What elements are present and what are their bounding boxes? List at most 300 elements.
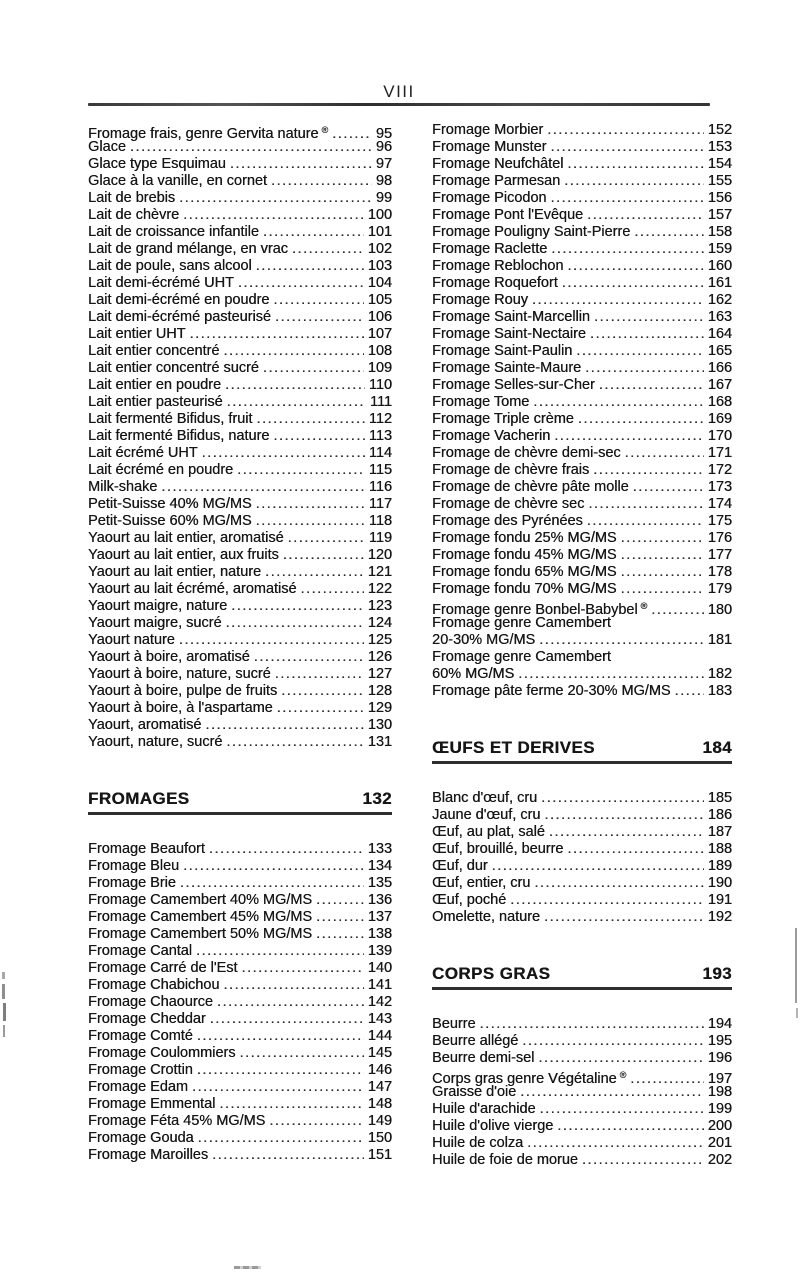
dot-leader xyxy=(196,943,364,960)
entry-label-text: Fromage Pont l'Evêque xyxy=(432,207,584,223)
dot-leader xyxy=(273,428,365,445)
dot-leader xyxy=(582,1152,704,1169)
entry-page-number: 150 xyxy=(367,1130,392,1146)
entry-label-text: Milk-shake xyxy=(88,479,158,495)
dot-leader xyxy=(241,960,363,977)
toc-entry xyxy=(88,632,392,649)
entry-label xyxy=(88,858,179,875)
entry-page-number: 108 xyxy=(367,343,392,359)
entry-page-number: 124 xyxy=(367,615,392,631)
entry-label xyxy=(88,977,219,994)
scan-artifact-left-margin xyxy=(3,1025,5,1037)
entry-page-number: 189 xyxy=(707,858,732,874)
entry-label xyxy=(88,411,252,428)
dot-leader xyxy=(539,632,704,649)
entry-page-number: 179 xyxy=(707,581,732,597)
entry-label-text: Fromage Parmesan xyxy=(432,173,561,189)
entry-label-text: Lait fermenté Bifidus, nature xyxy=(88,428,270,444)
entry-page-number: 181 xyxy=(707,632,732,648)
entry-label-text: Fromage Coulommiers xyxy=(88,1045,236,1061)
entry-page-number: 104 xyxy=(367,275,392,291)
dot-leader xyxy=(223,343,363,360)
dot-leader xyxy=(239,1045,363,1062)
entry-label-text: Graisse d'oie xyxy=(432,1084,517,1100)
toc-entry xyxy=(88,479,392,496)
entry-label-text: Yaourt nature xyxy=(88,632,175,648)
dot-leader xyxy=(550,190,703,207)
entry-page-number: 120 xyxy=(367,547,392,563)
toc-entry xyxy=(432,892,732,909)
dot-leader xyxy=(219,1096,363,1113)
entry-label xyxy=(88,649,250,666)
dot-leader xyxy=(230,156,372,173)
entry-label-text: Huile de colza xyxy=(432,1135,524,1151)
dot-leader xyxy=(554,428,704,445)
entry-label xyxy=(88,717,201,734)
entry-page-number: 137 xyxy=(367,909,392,925)
scan-artifact-left-margin xyxy=(2,984,5,999)
entry-page-number: 99 xyxy=(375,190,392,206)
dot-leader xyxy=(547,122,704,139)
entry-label xyxy=(88,960,237,977)
entry-label xyxy=(432,547,617,564)
entry-label-text: Yaourt maigre, sucré xyxy=(88,615,222,631)
entry-page-number: 119 xyxy=(368,530,392,546)
entry-label-text: Lait écrémé en poudre xyxy=(88,462,234,478)
entry-page-number: 100 xyxy=(367,207,392,223)
header-rule xyxy=(88,103,710,106)
entry-label-text: Lait demi-écrémé en poudre xyxy=(88,292,270,308)
toc-entry xyxy=(88,343,392,360)
entry-label-text: Lait demi-écrémé pasteurisé xyxy=(88,309,271,325)
entry-page-number: 177 xyxy=(707,547,732,563)
toc-entry xyxy=(88,241,392,258)
toc-entry xyxy=(432,394,732,411)
entry-label xyxy=(88,224,259,241)
scan-artifact-right-margin xyxy=(795,928,797,1003)
entry-label-text: Lait entier concentré sucré xyxy=(88,360,259,376)
toc-entry xyxy=(88,462,392,479)
entry-label xyxy=(432,530,617,547)
entry-label xyxy=(88,258,252,275)
dot-leader xyxy=(292,241,364,258)
toc-entry xyxy=(432,824,732,841)
entry-label xyxy=(432,683,671,700)
entry-label xyxy=(88,581,296,598)
dot-leader xyxy=(594,309,704,326)
toc-entry xyxy=(432,360,732,377)
dot-leader xyxy=(212,1147,364,1164)
entry-label-text: Fromage Edam xyxy=(88,1079,188,1095)
toc-entry xyxy=(88,841,392,858)
entry-label-text: Huile de foie de morue xyxy=(432,1152,578,1168)
scan-artifact-right-margin xyxy=(796,1008,798,1018)
toc-entry xyxy=(88,717,392,734)
entry-label xyxy=(432,258,563,275)
section-title: FROMAGES xyxy=(88,789,190,808)
entry-page-number: 107 xyxy=(367,326,392,342)
entry-label xyxy=(432,428,550,445)
entry-page-number: 126 xyxy=(367,649,392,665)
entry-label xyxy=(432,1033,518,1050)
entry-page-number: 157 xyxy=(707,207,732,223)
entry-label-text: Lait de grand mélange, en vrac xyxy=(88,241,288,257)
dot-leader xyxy=(578,411,704,428)
entry-page-number: 97 xyxy=(375,156,392,172)
toc-entry xyxy=(88,683,392,700)
entry-page-number: 194 xyxy=(707,1016,732,1032)
toc-entry xyxy=(88,926,392,943)
entry-page-number: 143 xyxy=(367,1011,392,1027)
entry-page-number: 144 xyxy=(367,1028,392,1044)
entry-label-text: Lait demi-écrémé UHT xyxy=(88,275,234,291)
entry-label xyxy=(432,1152,578,1169)
entry-page-number: 174 xyxy=(707,496,732,512)
entry-label xyxy=(432,581,617,598)
entry-page-number: 176 xyxy=(707,530,732,546)
entry-label-text: Fromage Raclette xyxy=(432,241,548,257)
entry-page-number: 149 xyxy=(367,1113,392,1129)
entry-label-text: Fromage Comté xyxy=(88,1028,193,1044)
entry-label-text: Lait écrémé UHT xyxy=(88,445,198,461)
entry-label-text: Huile d'olive vierge xyxy=(432,1118,554,1134)
entry-label-text: Glace type Esquimau xyxy=(88,156,226,172)
entry-page-number: 191 xyxy=(707,892,732,908)
entry-page-number: 136 xyxy=(367,892,392,908)
entry-page-number: 142 xyxy=(367,994,392,1010)
entry-label xyxy=(432,411,574,428)
entry-label-text: Yaourt au lait entier, aromatisé xyxy=(88,530,284,546)
toc-column-left xyxy=(88,122,392,1169)
dot-leader xyxy=(675,683,704,700)
entry-label-text: Fromage fondu 65% MG/MS xyxy=(432,564,617,580)
dot-leader xyxy=(263,360,364,377)
dot-leader xyxy=(544,909,704,926)
entry-page-number: 169 xyxy=(707,411,732,427)
dot-leader xyxy=(633,479,704,496)
entry-label xyxy=(432,564,617,581)
entry-label-text: Fromage de chèvre frais xyxy=(432,462,590,478)
entry-page-number: 139 xyxy=(367,943,392,959)
entry-label xyxy=(88,1113,265,1130)
entry-page-number: 118 xyxy=(368,513,392,529)
entry-label xyxy=(432,875,530,892)
toc-entry xyxy=(88,1147,392,1164)
entry-label xyxy=(88,994,213,1011)
entry-label xyxy=(88,190,175,207)
dot-leader xyxy=(588,496,703,513)
toc-entry xyxy=(88,649,392,666)
entry-page-number: 178 xyxy=(707,564,732,580)
entry-page-number: 188 xyxy=(707,841,732,857)
entry-label xyxy=(88,547,279,564)
dot-leader xyxy=(223,977,363,994)
entry-page-number: 171 xyxy=(707,445,732,461)
entry-label xyxy=(432,790,537,807)
toc-entry-group xyxy=(88,122,392,751)
entry-page-number: 130 xyxy=(367,717,392,733)
entry-label-text: Lait entier pasteurisé xyxy=(88,394,223,410)
toc-entry xyxy=(432,807,732,824)
entry-label-text: Fromage Triple crème xyxy=(432,411,574,427)
entry-label-text: Fromage Morbier xyxy=(432,122,544,138)
dot-leader xyxy=(281,683,364,700)
dot-leader xyxy=(533,394,704,411)
toc-entry xyxy=(432,649,732,666)
entry-label-text: Fromage Sainte-Maure xyxy=(432,360,582,376)
entry-label xyxy=(88,734,222,751)
entry-page-number: 123 xyxy=(367,598,392,614)
dot-leader xyxy=(520,1084,704,1101)
toc-entry xyxy=(88,598,392,615)
toc-entry xyxy=(88,309,392,326)
toc-entry xyxy=(88,1028,392,1045)
dot-leader xyxy=(621,530,704,547)
toc-entry xyxy=(88,377,392,394)
toc-entry xyxy=(432,292,732,309)
entry-label xyxy=(88,700,273,717)
dot-leader xyxy=(567,841,703,858)
entry-page-number: 168 xyxy=(707,394,732,410)
toc-entry xyxy=(88,1045,392,1062)
entry-label xyxy=(88,513,252,530)
entry-label xyxy=(432,1135,523,1152)
dot-leader xyxy=(621,547,704,564)
toc-entry xyxy=(432,666,732,683)
toc-entry-group xyxy=(432,1016,732,1169)
entry-label-text: Petit-Suisse 60% MG/MS xyxy=(88,513,252,529)
entry-label-text: Omelette, nature xyxy=(432,909,540,925)
dot-leader xyxy=(593,462,704,479)
toc-entry xyxy=(432,445,732,462)
dot-leader xyxy=(273,292,363,309)
entry-label xyxy=(88,615,222,632)
entry-label-text: Fromage Saint-Paulin xyxy=(432,343,573,359)
dot-leader xyxy=(538,1050,703,1067)
entry-label xyxy=(432,1084,516,1101)
toc-entry xyxy=(432,1084,732,1101)
dot-leader xyxy=(567,258,703,275)
entry-page-number: 154 xyxy=(707,156,732,172)
dot-leader xyxy=(549,824,704,841)
toc-entry xyxy=(88,666,392,683)
dot-leader xyxy=(190,326,364,343)
entry-page-number: 138 xyxy=(367,926,392,942)
dot-leader xyxy=(544,807,703,824)
entry-label-text: Fromage Pouligny Saint-Pierre xyxy=(432,224,631,240)
toc-entry xyxy=(88,445,392,462)
entry-page-number: 128 xyxy=(367,683,392,699)
toc-entry xyxy=(432,479,732,496)
entry-page-number: 95 xyxy=(375,126,392,142)
entry-label xyxy=(432,241,547,258)
dot-leader xyxy=(180,875,364,892)
dot-leader xyxy=(557,1118,704,1135)
entry-label xyxy=(432,326,586,343)
dot-leader xyxy=(179,190,372,207)
toc-entry xyxy=(432,513,732,530)
dot-leader xyxy=(316,909,364,926)
toc-entry xyxy=(432,241,732,258)
entry-label xyxy=(88,926,312,943)
entry-label-text: Fromage de chèvre demi-sec xyxy=(432,445,621,461)
section-page-number: 132 xyxy=(362,789,392,808)
entry-label xyxy=(88,479,157,496)
toc-content xyxy=(88,122,732,1169)
entry-label-text: Yaourt au lait entier, nature xyxy=(88,564,262,580)
toc-entry xyxy=(88,858,392,875)
entry-label-text: Fromage Chaource xyxy=(88,994,213,1010)
entry-label-text: Lait de chèvre xyxy=(88,207,180,223)
entry-label xyxy=(88,1011,206,1028)
toc-entry xyxy=(432,1101,732,1118)
entry-label-text: Œuf, brouillé, beurre xyxy=(432,841,564,857)
dot-leader xyxy=(271,173,372,190)
dot-leader xyxy=(237,462,365,479)
dot-leader xyxy=(625,445,704,462)
entry-label-text: Yaourt, aromatisé xyxy=(88,717,202,733)
entry-label xyxy=(432,892,506,909)
entry-label-text: Fromage fondu 25% MG/MS xyxy=(432,530,617,546)
toc-entry xyxy=(432,547,732,564)
toc-entry xyxy=(432,581,732,598)
scan-artifact-bottom xyxy=(234,1266,261,1269)
entry-label xyxy=(432,807,540,824)
entry-label-text: Œuf, au plat, salé xyxy=(432,824,545,840)
entry-page-number: 146 xyxy=(367,1062,392,1078)
entry-label xyxy=(88,530,284,547)
toc-entry xyxy=(432,909,732,926)
dot-leader xyxy=(300,581,363,598)
entry-page-number: 140 xyxy=(367,960,392,976)
toc-entry xyxy=(88,156,392,173)
dot-leader xyxy=(256,496,365,513)
toc-entry xyxy=(432,598,732,618)
entry-label-text: Fromage Bleu xyxy=(88,858,180,874)
entry-page-number: 183 xyxy=(707,683,732,699)
toc-entry xyxy=(88,292,392,309)
entry-label xyxy=(432,122,543,139)
dot-leader xyxy=(256,411,364,428)
entry-label-text: Fromage Gouda xyxy=(88,1130,194,1146)
entry-label-text: Fromage Brie xyxy=(88,875,176,891)
entry-label-text: Fromage fondu 70% MG/MS xyxy=(432,581,617,597)
toc-entry xyxy=(432,258,732,275)
toc-entry xyxy=(88,173,392,190)
dot-leader xyxy=(192,1079,364,1096)
section-heading xyxy=(88,789,392,815)
entry-page-number: 96 xyxy=(375,139,392,155)
entry-label-text: Fromage des Pyrénées xyxy=(432,513,583,529)
entry-label-text: Glace xyxy=(88,139,126,155)
entry-page-number: 147 xyxy=(367,1079,392,1095)
entry-label xyxy=(88,156,226,173)
entry-page-number: 164 xyxy=(707,326,732,342)
entry-label-text: Fromage Cantal xyxy=(88,943,192,959)
dot-leader xyxy=(263,224,364,241)
entry-page-number: 135 xyxy=(367,875,392,891)
toc-entry xyxy=(88,977,392,994)
entry-label xyxy=(88,683,277,700)
entry-label xyxy=(88,666,271,683)
entry-label-text: Lait entier UHT xyxy=(88,326,186,342)
dot-leader xyxy=(567,156,703,173)
entry-label-line2: 60% MG/MS xyxy=(432,666,515,682)
entry-page-number: 103 xyxy=(367,258,392,274)
entry-label xyxy=(432,292,528,309)
toc-entry xyxy=(432,858,732,875)
entry-label-text: Lait de poule, sans alcool xyxy=(88,258,252,274)
section-page-number: 184 xyxy=(702,738,732,757)
entry-page-number: 201 xyxy=(707,1135,732,1151)
dot-leader xyxy=(634,224,704,241)
entry-label-text: Blanc d'œuf, cru xyxy=(432,790,538,806)
toc-entry xyxy=(432,224,732,241)
entry-label xyxy=(432,156,563,173)
entry-page-number: 175 xyxy=(707,513,732,529)
entry-label-text: Yaourt à boire, à l'aspartame xyxy=(88,700,273,716)
entry-label-text: Œuf, dur xyxy=(432,858,488,874)
entry-label xyxy=(432,479,629,496)
toc-entry xyxy=(88,513,392,530)
entry-label xyxy=(88,360,259,377)
dot-leader xyxy=(576,343,704,360)
entry-label-text: Fromage de chèvre pâte molle xyxy=(432,479,629,495)
entry-label xyxy=(88,496,252,513)
scan-artifact-left-margin xyxy=(3,1003,6,1021)
toc-entry xyxy=(88,224,392,241)
page-roman-numeral: VIII xyxy=(383,82,415,101)
entry-label xyxy=(88,892,312,909)
toc-entry xyxy=(432,564,732,581)
dot-leader xyxy=(231,598,364,615)
entry-label-text: Beurre xyxy=(432,1016,476,1032)
toc-entry xyxy=(432,275,732,292)
section-page-number: 193 xyxy=(702,964,732,983)
entry-label xyxy=(432,445,621,462)
entry-label-text: Huile d'arachide xyxy=(432,1101,536,1117)
dot-leader xyxy=(277,700,364,717)
entry-page-number: 200 xyxy=(707,1118,732,1134)
dot-leader xyxy=(532,292,704,309)
dot-leader xyxy=(541,790,704,807)
entry-page-number: 190 xyxy=(707,875,732,891)
dot-leader xyxy=(197,1062,364,1079)
dot-leader xyxy=(197,1028,364,1045)
toc-entry xyxy=(432,122,732,139)
entry-page-number: 161 xyxy=(707,275,732,291)
dot-leader xyxy=(283,547,364,564)
entry-page-number: 186 xyxy=(707,807,732,823)
dot-leader xyxy=(621,581,704,598)
toc-entry xyxy=(88,411,392,428)
dot-leader xyxy=(540,1101,704,1118)
scan-artifact-left-margin xyxy=(2,972,5,979)
entry-label-text: Lait de brebis xyxy=(88,190,176,206)
entry-page-number: 156 xyxy=(707,190,732,206)
entry-label xyxy=(88,1130,194,1147)
entry-label xyxy=(88,207,179,224)
entry-page-number: 131 xyxy=(367,734,392,750)
entry-label-text: Fromage Cheddar xyxy=(88,1011,206,1027)
entry-page-number: 163 xyxy=(707,309,732,325)
entry-page-number: 121 xyxy=(367,564,392,580)
entry-label xyxy=(88,428,269,445)
entry-label-text: Yaourt à boire, nature, sucré xyxy=(88,666,271,682)
dot-leader xyxy=(256,513,365,530)
dot-leader xyxy=(288,530,365,547)
toc-entry xyxy=(432,462,732,479)
